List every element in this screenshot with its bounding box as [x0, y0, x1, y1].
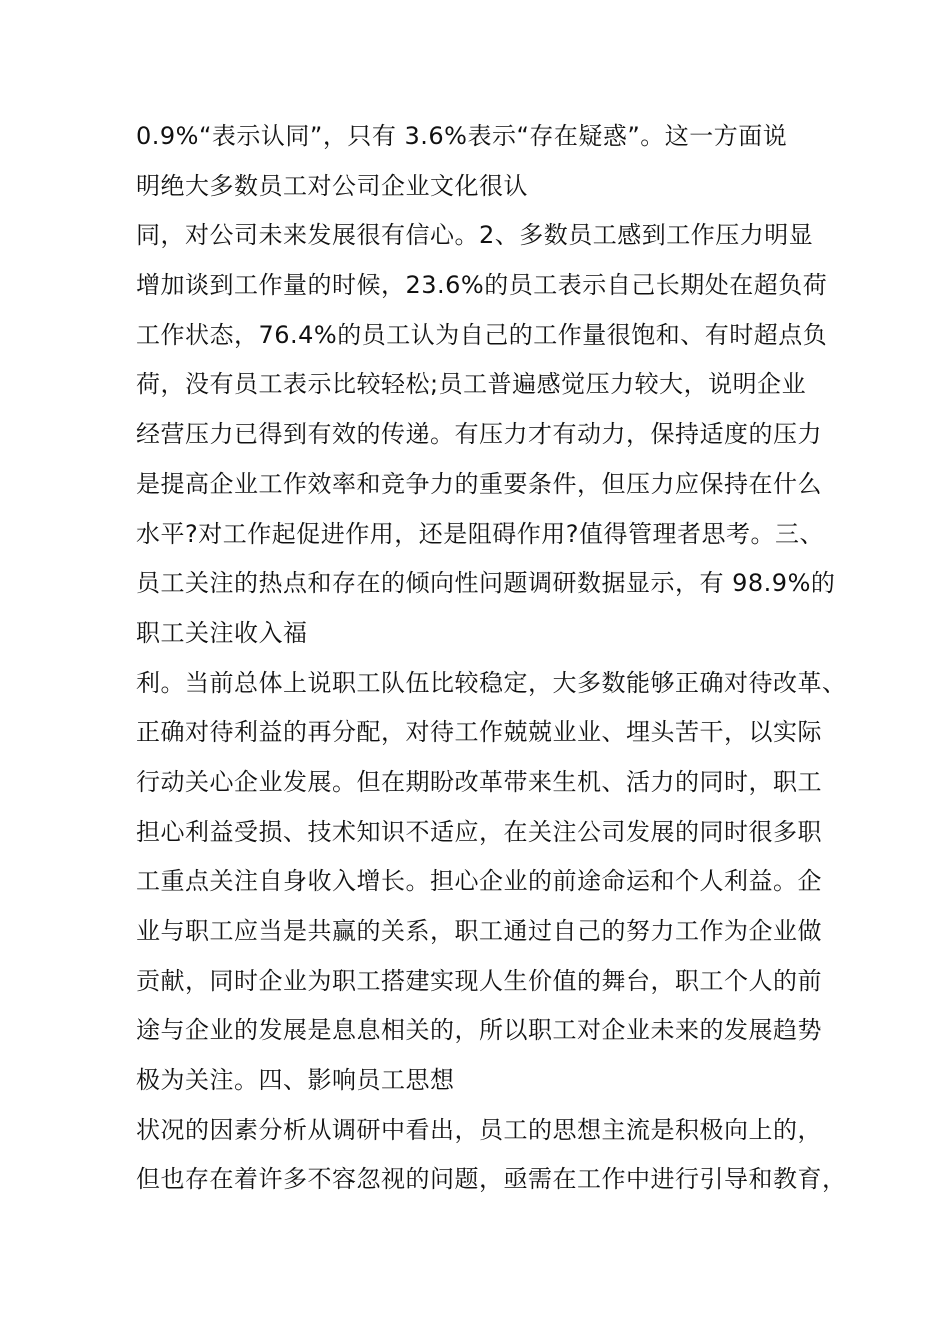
text-line: 职工关注收入福: [136, 618, 308, 647]
text-line: 极为关注。四、影响员工思想: [136, 1066, 455, 1095]
text-line: 水平?对工作起促进作用，还是阻碍作用?值得管理者思考。三、: [136, 519, 824, 548]
text-line: 工作状态，76.4%的员工认为自己的工作量很饱和、有时超点负: [136, 320, 828, 349]
text-line: 同，对公司未来发展很有信心。2、多数员工感到工作压力明显: [136, 221, 814, 250]
text-line: 明绝大多数员工对公司企业文化很认: [136, 171, 528, 200]
text-line: 是提高企业工作效率和竞争力的重要条件，但压力应保持在什么: [136, 469, 822, 498]
text-line: 利。当前总体上说职工队伍比较稳定，大多数能够正确对待改革、: [136, 668, 847, 697]
text-line: 行动关心企业发展。但在期盼改革带来生机、活力的同时，职工: [136, 767, 822, 796]
text-line: 工重点关注自身收入增长。担心企业的前途命运和个人利益。企: [136, 867, 822, 896]
text-line: 荷，没有员工表示比较轻松;员工普遍感觉压力较大，说明企业: [136, 370, 807, 399]
text-line: 0.9%“表示认同”，只有 3.6%表示“存在疑惑”。这一方面说: [136, 122, 788, 150]
body-text: [136, 112, 847, 1205]
text-line: 经营压力已得到有效的传递。有压力才有动力，保持适度的压力: [136, 420, 822, 449]
text-line: 正确对待利益的再分配，对待工作兢兢业业、埋头苦干，以实际: [136, 718, 822, 747]
text-line: 担心利益受损、技术知识不适应，在关注公司发展的同时很多职: [136, 817, 822, 846]
text-line: 贡献，同时企业为职工搭建实现人生价值的舞台，职工个人的前: [136, 966, 822, 995]
text-line: 状况的因素分析从调研中看出，员工的思想主流是积极向上的，: [136, 1115, 822, 1144]
text-line: 增加谈到工作量的时候，23.6%的员工表示自己长期处在超负荷: [136, 271, 828, 300]
text-line: 业与职工应当是共赢的关系，职工通过自己的努力工作为企业做: [136, 917, 822, 945]
text-line: 途与企业的发展是息息相关的，所以职工对企业未来的发展趋势: [136, 1016, 822, 1045]
text-line: 员工关注的热点和存在的倾向性问题调研数据显示，有 98.9%的: [136, 569, 836, 598]
text-line: 但也存在着许多不容忽视的问题，亟需在工作中进行引导和教育，: [136, 1165, 847, 1194]
